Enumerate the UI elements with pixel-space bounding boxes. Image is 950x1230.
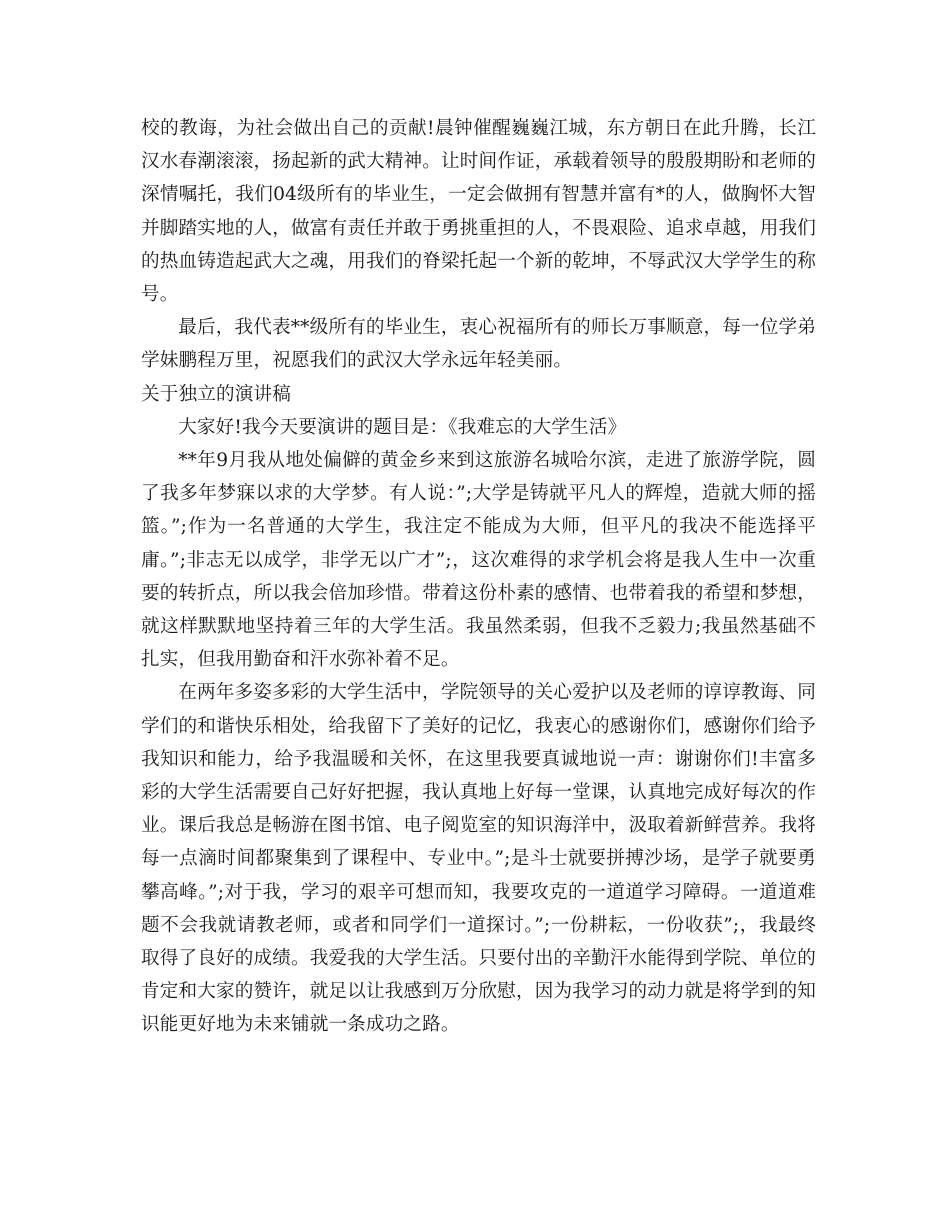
speech-title-heading: 关于独立的演讲稿 bbox=[141, 383, 291, 405]
paragraph-arrival: **年9月我从地处偏僻的黄金乡来到这旅游名城哈尔滨，走进了旅游学院，圆了我多年梦寐以求的大学梦。有人说：”;大学是铸就平凡人的辉煌，造就大师的摇篮。”;作为一名普通的大学生，我注定不能成为大师，但平凡的我决不能选择平庸。”;非志无以成学，非学无以广才”;，这次难得的求学机会将是我人生中一次重要的转折点，所以我会倍加珍惜。带着这份朴素的感情、也带着我的希望和梦想，就这样默默地坚持着三年的大学生活。我虽然柔弱，但我不乏毅力;我虽然基础不扎实，但我用勤奋和汗水弥补着不足。 bbox=[141, 450, 816, 671]
paragraph-closing-wishes: 最后，我代表**级所有的毕业生，衷心祝福所有的师长万事顺意，每一位学弟学妹鹏程万里，祝愿我们的武汉大学永远年轻美丽。 bbox=[141, 317, 816, 372]
document-page bbox=[141, 112, 816, 1042]
paragraph-college-life: 在两年多姿多彩的大学生活中，学院领导的关心爱护以及老师的谆谆教诲、同学们的和谐快乐相处，给我留下了美好的记忆，我衷心的感谢你们，感谢你们给予我知识和能力，给予我温暖和关怀，在这里我要真诚地说一声：谢谢你们!丰富多彩的大学生活需要自己好好把握，我认真地上好每一堂课，认真地完成好每次的作业。课后我总是畅游在图书馆、电子阅览室的知识海洋中，汲取着新鲜营养。我将每一点滴时间都聚集到了课程中、专业中。”;是斗士就要拼搏沙场，是学子就要勇攀高峰。”;对于我，学习的艰辛可想而知，我要攻克的一道道学习障碍。一道道难题不会我就请教老师，或者和同学们一道探讨。”;一份耕耘，一份收获”;，我最终取得了良好的成绩。我爱我的大学生活。只要付出的辛勤汗水能得到学院、单位的肯定和大家的赞许，就足以让我感到万分欣慰，因为我学习的动力就是将学到的知识能更好地为未来铺就一条成功之路。 bbox=[141, 682, 816, 1036]
paragraph-continued: 校的教诲，为社会做出自己的贡献!晨钟催醒巍巍江城，东方朝日在此升腾，长江汉水春潮滚滚，扬起新的武大精神。让时间作证，承载着领导的殷殷期盼和老师的深情嘱托，我们04级所有的毕业生，一定会做拥有智慧并富有*的人，做胸怀大智并脚踏实地的人，做富有责任并敢于勇挑重担的人，不畏艰险、追求卓越，用我们的热血铸造起武大之魂，用我们的脊梁托起一个新的乾坤，不辱武汉大学学生的称号。 bbox=[141, 118, 816, 306]
paragraph-greeting: 大家好!我今天要演讲的题目是：《我难忘的大学生活》 bbox=[178, 416, 627, 438]
